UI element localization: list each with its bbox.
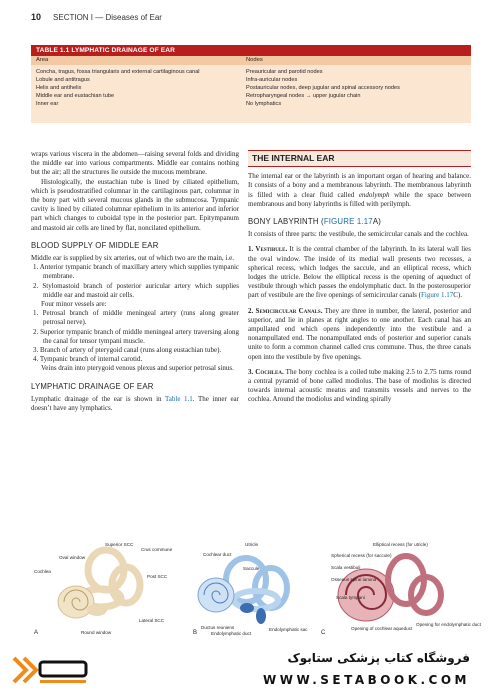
panel-b-letter: B [193,630,198,636]
lymphatic-table [31,45,471,123]
run-in-heading: 3. Cochlea. [248,367,284,376]
label-post-scc: Post SCC [147,574,168,579]
banner-url[interactable]: WWW.SETABOOK.COM [262,673,470,687]
table-header-row [31,56,471,65]
panel-c-letter: C [321,630,326,636]
table-row [31,76,471,84]
table-cell: Lobule and antitragus [36,77,90,83]
section-title: SECTION I — Diseases of Ear [53,12,162,22]
label-oval-window: Oval window [59,555,86,560]
table-cell: Concha, tragus, fossa triangularis and external cartilaginous canal [36,69,200,75]
paragraph: wraps various viscera in the abdomen—raising several folds and dividing the middle ear into various compartments. Middle ear contains nothing but the air; all the structures lie outside the mucous membrane. [31,150,239,177]
main-artery-list [31,263,239,300]
figure-link[interactable]: FIGURE 1.17 [323,217,373,227]
label-scala-vestibuli: Scala vestibuli [331,565,361,570]
list-item: 1. Anterior tympanic branch of maxillary artery which supplies tympanic membrane. [33,263,239,281]
running-header [31,8,471,26]
label-elliptical-recess: Elliptical recess (for utricle) [373,542,428,547]
label-cochlear-duct: Cochlear duct [203,552,232,557]
paragraph: Veins drain into pterygoid venous plexus and superior petrosal sinus. [41,364,234,373]
list-item: 2. Stylomastoid branch of posterior auricular artery which supplies middle ear and mastoid air cells. [33,281,239,299]
text: BONY LABYRINTH ( [248,217,324,227]
labyrinth-figure [31,540,481,637]
paragraph: It consists of three parts: the vestibule, the semicircular canals and the cochlea. [248,230,469,239]
left-column [31,150,239,413]
text: The bony cochlea is a coiled tube making 2.5 to 2.75 turns round a central pyramid of bone called modiolus. The base of modiolus is directed towards internal acoustic meatus and transmits vessels and nerves to the cochlea. Around the modiolus and winding spirally [248,367,471,404]
paragraph [31,395,239,413]
heading-internal-ear: THE INTERNAL EAR [248,150,471,167]
page-number: 10 [31,12,42,22]
run-in-heading: 2. Semicircular Canals. [248,306,323,315]
text: A) [372,217,382,227]
label-crus-commune-a: Crus commune [141,547,173,552]
table-title: TABLE 1.1 LYMPHATIC DRAINAGE OF EAR [31,45,471,56]
table-cell: Retropharyngeal nodes → upper jugular chain [246,93,361,99]
list-item: 3. Branch of artery of pterygoid canal (runs along eustachian tube). [33,346,222,355]
paragraph: Middle ear is supplied by six arteries, out of which two are the main, i.e. [31,254,234,263]
label-opening-endolymphatic: Opening for endolymphatic duct [416,622,481,627]
table-cell: Preauricular and parotid nodes [246,69,323,75]
right-column [248,150,471,405]
label-round-window: Round window [81,630,112,635]
table-cell: Postauricular nodes, deep jugular and spinal accessory nodes [246,85,400,91]
figure-link[interactable]: Figure 1.17 [421,291,454,300]
label-ductus-reuniens: Ductus reuniens [201,625,235,630]
italic-term: endolymph [358,190,390,199]
label-cochlear-aqueduct: Opening of cochlear aqueduct [351,626,413,631]
table-row [31,84,471,92]
label-cochlea: Cochlea [34,569,51,574]
label-lateral-scc: Lateral SCC [139,618,165,623]
text: It is the central chamber of the labyrinth. In its lateral wall lies the oval window. The inside of its medial wall presents two recesses, a spherical recess, which lodges the saccule, and an elliptical recess, which lodges the utricle. Below the elliptical recess is the opening of aqueduct of vestibule through which passes the endolymphatic duct. In the posterosuperior part of vestibule are the five openings of semicircular canals ( [248,245,471,300]
label-utricle: Utricle [245,542,259,547]
figure-svg [31,540,481,637]
table-row [31,92,471,100]
text: They are three in number, the lateral, posterior and superior, and lie in planes at right angles to one another. Each canal has an ampullated end which opens independently into the vestibule and a nonampullated end. The nonampullated ends of posterior and superior canals unite to form a common channel called crus commune. Thus, the three canals open into the vestibule by five openings. [248,306,472,361]
table-row [31,68,471,76]
paragraph-vestibule [248,245,471,300]
table-link[interactable]: Table 1.1 [164,394,193,403]
label-endolymphatic-duct: Endolymphatic duct [211,631,252,636]
list-item: 2. Superior tympanic branch of middle meningeal artery traversing along the canal for tensor tympani muscle. [33,327,239,345]
text: . The inner ear doesn’t have any lymphatics. [31,394,239,413]
heading-blood-supply: BLOOD SUPPLY OF MIDDLE EAR [31,240,159,250]
paragraph [248,172,471,209]
label-superior-scc: Superior SCC [105,542,134,547]
paragraph-semicircular [248,307,471,362]
label-saccule: Saccule [243,566,260,571]
list-item: 1. Petrosal branch of middle meningeal artery (runs along greater petrosal nerve). [33,309,239,327]
table-header-nodes: Nodes [246,57,263,63]
text: The internal ear or the labyrinth is an important organ of hearing and balance. It consists of a bony and a membranous labyrinth. The membranous labyrinth is filled with a clear fluid called [248,172,471,199]
setabook-logo [10,650,90,690]
run-in-heading: 1. Vestibule. [248,245,288,254]
paragraph: Four minor vessels are: [41,300,107,309]
table-cell: Inner ear [36,101,59,107]
table-cell: Helix and antihelix [36,85,82,91]
table-header-area: Area [36,57,49,63]
panel-a-letter: A [34,630,39,636]
table-cell: Infra-auricular nodes [246,77,298,83]
text: C). [453,291,463,300]
paragraph: Histologically, the eustachian tube is lined by ciliated epithelium, which is pseudostratified columnar in the cartilaginous part, columnar in the bony part with several mucous glands in the submucosa. Tympanic cavity is lined by ciliated columnar epithelium in its anterior and inferior part which changes to cuboidal type in the posterior part. Epitympanum and mastoid air cells are lined by flat, noncilated epithelium. [31,177,239,232]
banner-persian-text: فروشگاه کتاب پزشکی ستابوک [287,651,470,665]
table-cell: No lymphatics [246,101,282,107]
text: Lymphatic drainage of the ear is shown in [31,394,165,403]
label-endolymphatic-sac: Endolymphatic sac [269,627,308,632]
label-spherical-recess: Spherical recess (for saccule) [331,553,392,558]
heading-bony-labyrinth [248,217,471,226]
paragraph-cochlea [248,368,471,405]
table-cell: Middle ear and eustachian tube [36,93,115,99]
label-scala-tympani: Scala tympani [336,595,365,600]
minor-vessel-list [31,309,239,364]
table-row [31,100,471,108]
label-osseous-spiral-lamina: Osseous spiral lamina [331,577,377,582]
heading-lymphatic: LYMPHATIC DRAINAGE OF EAR [31,381,154,391]
list-item: 4. Tympanic branch of internal carotid. [33,355,143,364]
text: while the space between membranous and bony labyrinths is filled with perilymph. [248,190,471,208]
